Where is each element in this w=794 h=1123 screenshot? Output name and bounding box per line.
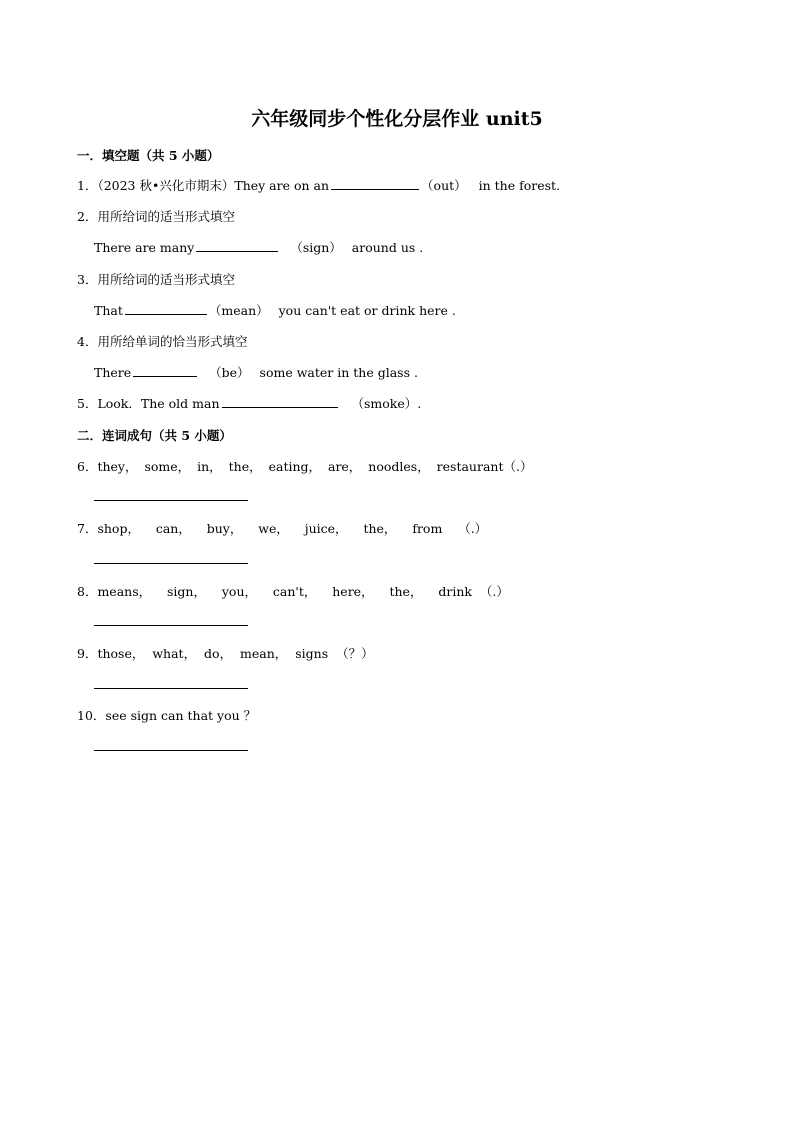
question-5-suffix: . — [417, 396, 422, 411]
question-1-prefix: 1．（2023 秋•兴化市期末）They are on an — [77, 178, 330, 193]
question-2-suffix: around us . — [351, 240, 424, 255]
question-7-answer-line[interactable] — [94, 563, 248, 564]
question-6: 6．they， some， in， the， eating， are， noodles， restaurant（.） — [77, 459, 533, 474]
question-4-blank[interactable] — [133, 364, 197, 377]
section-heading-sentence-building: 二．连词成句（共 5 小题） — [77, 428, 232, 443]
question-4-hint: （be） — [209, 365, 250, 380]
question-3-hint: （mean） — [208, 303, 269, 318]
question-4 — [94, 363, 418, 381]
question-5-prefix: 5．Look．The old man — [77, 396, 220, 411]
question-7: 7．shop， can， buy， we， juice， the， from （.） — [77, 521, 488, 536]
question-8: 8．means， sign， you， can't， here， the， drink （.） — [77, 584, 509, 599]
question-4-prefix: There — [94, 365, 132, 380]
section-heading-fill-in: 一．填空题（共 5 小题） — [77, 148, 220, 163]
question-3-prefix: That — [94, 303, 123, 318]
question-1-suffix: in the forest. — [478, 178, 561, 193]
question-5-hint: （smoke） — [351, 396, 418, 411]
question-3-instruction: 3．用所给词的适当形式填空 — [77, 272, 235, 287]
question-6-answer-line[interactable] — [94, 500, 248, 501]
page-title: 六年级同步个性化分层作业 unit5 — [251, 108, 543, 130]
question-1-blank[interactable] — [331, 177, 419, 190]
question-2-hint: （sign） — [290, 240, 342, 255]
question-1-hint: （out） — [421, 178, 467, 193]
question-10-answer-line[interactable] — [94, 750, 248, 751]
question-3-blank[interactable] — [125, 302, 207, 315]
question-9-answer-line[interactable] — [94, 688, 248, 689]
question-5-blank[interactable] — [222, 395, 338, 408]
question-4-instruction: 4．用所给单词的恰当形式填空 — [77, 334, 248, 349]
question-3 — [94, 301, 456, 319]
question-5 — [77, 394, 421, 412]
question-9: 9．those， what， do， mean， signs （？） — [77, 646, 374, 661]
question-8-answer-line[interactable] — [94, 625, 248, 626]
question-10: 10．see sign can that you ？ — [77, 708, 257, 723]
question-2 — [94, 238, 423, 256]
question-1 — [77, 176, 560, 194]
question-2-instruction: 2．用所给词的适当形式填空 — [77, 209, 235, 224]
question-3-suffix: you can't eat or drink here . — [278, 303, 456, 318]
question-2-blank[interactable] — [196, 239, 278, 252]
question-4-suffix: some water in the glass . — [259, 365, 418, 380]
question-2-prefix: There are many — [94, 240, 195, 255]
